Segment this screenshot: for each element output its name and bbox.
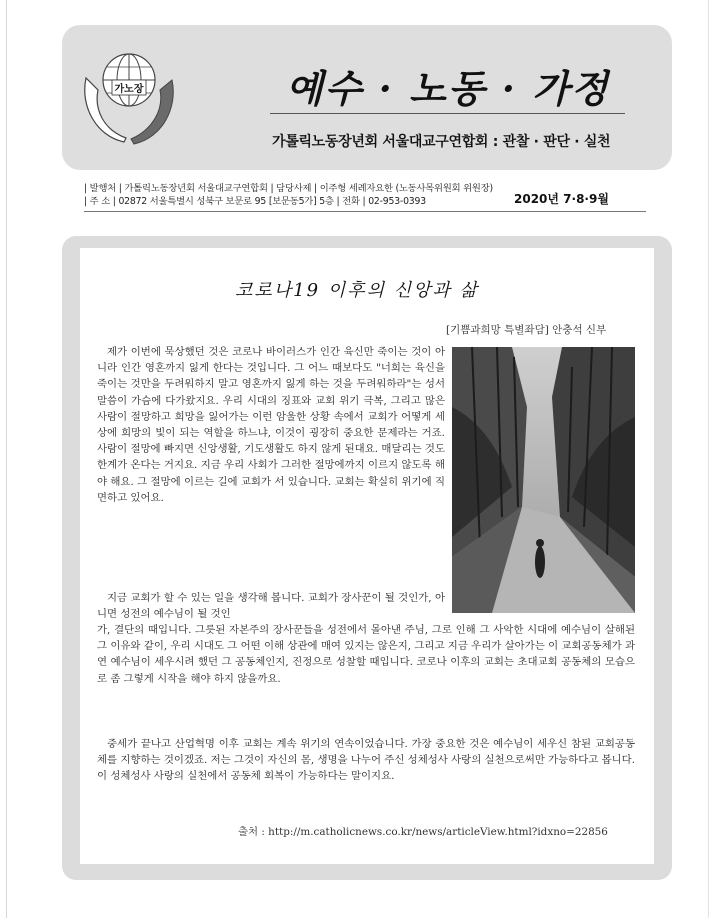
- issue-date: 2020년 7·8·9월: [514, 192, 609, 206]
- masthead-subtitle: 가톨릭노동장년회 서울대교구연합회 : 관찰 · 판단 · 실천: [272, 134, 611, 150]
- publisher-info-line2: | 주 소 | 02872 서울특별시 성북구 보문로 95 [보문동5가] 5층 | 전화 | 02-953-0393: [84, 196, 426, 207]
- article-paragraph-2-continued: 가, 결단의 때입니다. 그릇된 자본주의 장사꾼들을 성전에서 몰아낸 주님, 그로 인해 그 사악한 시대에 예수님이 살해된 그 이유와 같이, 우리 시대도 그 어떤 이해 상관에 매여 있지는 않은지, 그리고 지금 우리가 살아가는 이 교회공동체가 과연 예수님이 세우시려 했던 그 공동체인지, 진정으로 성찰할 때입니다. 코로나 이후의 교회는 초대교회 공동체의 모습으로 좀 그렇게 시작을 해야 하지 않을까요.: [97, 624, 635, 685]
- masthead-title: 예수 · 노동 · 가정: [286, 66, 610, 111]
- logo-text: 가노장: [114, 84, 144, 95]
- title-divider: [270, 113, 625, 114]
- article-paragraph-2-start: 지금 교회가 할 수 있는 일을 생각해 봅니다. 교회가 장사꾼이 될 것인가, 아니면 성전의 예수님이 될 것인: [97, 592, 445, 621]
- forest-path-photo: [452, 347, 635, 613]
- info-divider: [84, 211, 646, 212]
- publisher-info-line1: | 발행처 | 가톨릭노동장년회 서울대교구연합회 | 담당사제 | 이주형 세례자요한 (노동사목위원회 위원장): [84, 183, 493, 194]
- page-left-edge: [6, 0, 7, 918]
- page-right-edge: [708, 0, 709, 918]
- article-paragraph-1: 제가 이번에 묵상했던 것은 코로나 바이러스가 인간 육신만 죽이는 것이 아니라 인간 영혼까지 잃게 한다는 것입니다. 그 어느 때보다도 "너희는 육신을 죽이는 것만을 두려워하지 말고 영혼까지 잃게 하는 것을 두려워하라"는 성서 말씀이 가슴에 다가왔지요. 우리 시대의 징표와 교회 위기 극복, 그리고 많은 사람이 절망하고 희망을 잃어가는 이런 암울한 상황 속에서 교회가 어떻게 세상에 희망의 빛이 되는 역할을 하느냐, 이것이 굉장히 중요한 문제라는 거죠. 사람이 절망에 빠지면 신앙생활, 기도생활도 하지 않게 된대요. 매달리는 것도 한계가 온다는 거지요. 지금 우리 사회가 그러한 절망에까지 이르지 않도록 해야 해요. 그 절망에 이르는 길에 교회가 서 있습니다. 교회는 확실히 위기에 직면하고 있어요.: [97, 346, 445, 504]
- article-title: 코로나19 이후의 신앙과 삶: [235, 280, 479, 301]
- article-source: 출처 : http://m.catholicnews.co.kr/news/articleView.html?idxno=22856: [238, 826, 608, 838]
- article-paragraph-3: 중세가 끝나고 산업혁명 이후 교회는 계속 위기의 연속이었습니다. 가장 중요한 것은 예수님이 세우신 참된 교회공동체를 지향하는 것이겠죠. 저는 그것이 자신의 몸, 생명을 나누어 주신 성체성사 사랑의 실천으로써만 가능하다고 봅니다. 이 성체성사 사랑의 실천에서 공동체 회복이 가능하다는 말이지요.: [97, 738, 635, 783]
- article-byline: [기쁨과희망 특별좌담] 안충석 신부: [446, 324, 607, 336]
- globe-hands-logo: [74, 44, 184, 154]
